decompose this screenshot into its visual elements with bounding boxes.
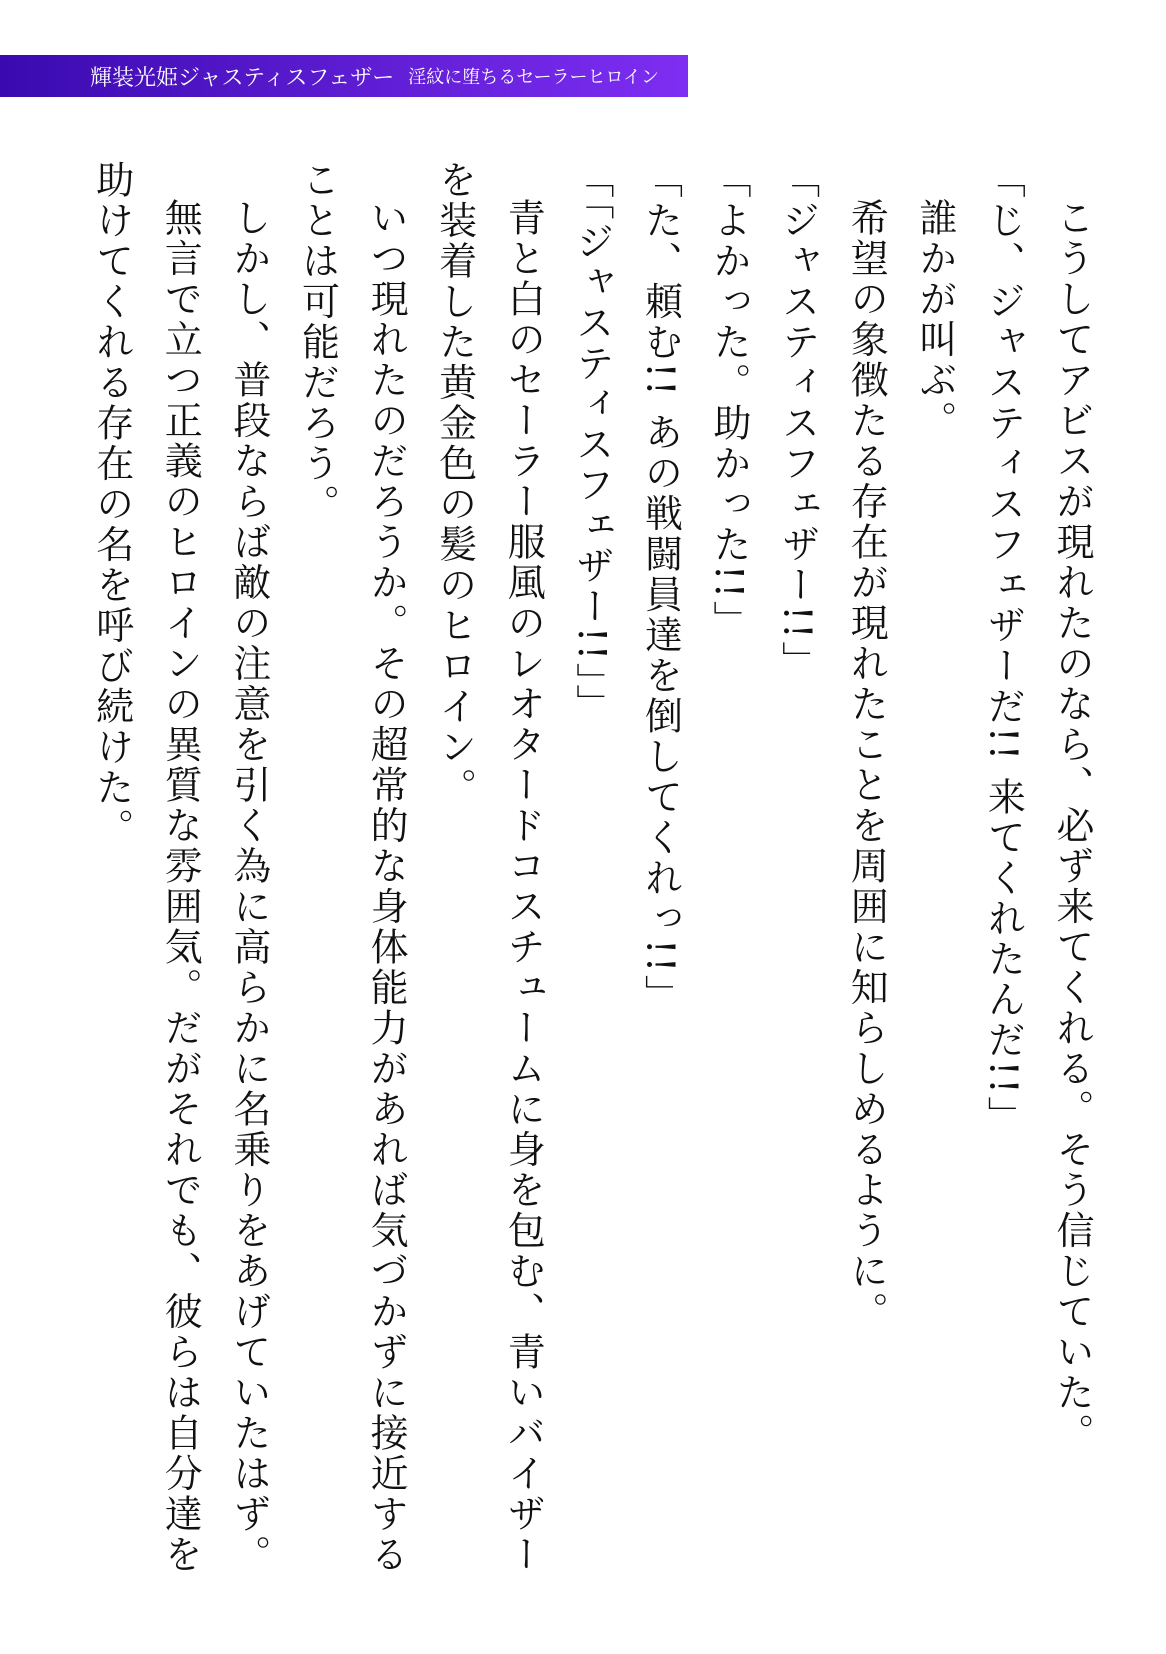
dialogue-4: 「た、頼む!! あの戦闘員達を倒してくれっ!!」 (638, 160, 683, 1016)
vertical-text-body (66, 160, 1106, 1600)
paragraph-2: 誰かが叫ぶ。 (912, 198, 957, 441)
paragraph-1: こうしてアビスが現れたのなら、必ず来てくれる。そう信じていた。 (1050, 198, 1094, 1454)
dialogue-2: 「ジャスティスフェザー!!」 (775, 160, 820, 682)
book-title: 輝装光姫ジャスティスフェザー (90, 65, 395, 91)
paragraph-6: しかし、普段ならば敵の注意を引く為に高らかに名乗りをあげていたはず。 (226, 198, 271, 1575)
book-subtitle: 淫紋に堕ちるセーラーヒロイン (408, 67, 660, 88)
paragraph-7: 無言で立つ正義のヒロインの異質な雰囲気。だがそれでも、彼らは自分達を助けてくれる存在の名を呼び続けた。 (89, 160, 203, 1575)
paragraph-4: 青と白のセーラー服風のレオタードコスチュームに身を包む、青いバイザーを装着した黄金色の髪のヒロイン。 (432, 160, 546, 1575)
header-band (0, 55, 688, 97)
paragraph-5: いつ現れたのだろうか。その超常的な身体能力があれば気づかずに接近することは可能だろう。 (295, 160, 409, 1575)
dialogue-3: 「よかった。助かった!!」 (707, 160, 752, 642)
dialogue-5: 「「ジャスティスフェザー!!」」 (569, 160, 614, 725)
paragraph-3: 希望の象徴たる存在が現れたことを周囲に知らしめるように。 (844, 198, 889, 1332)
dialogue-1: 「じ、ジャスティスフェザーだ!! 来てくれたんだ!!」 (981, 160, 1026, 1137)
